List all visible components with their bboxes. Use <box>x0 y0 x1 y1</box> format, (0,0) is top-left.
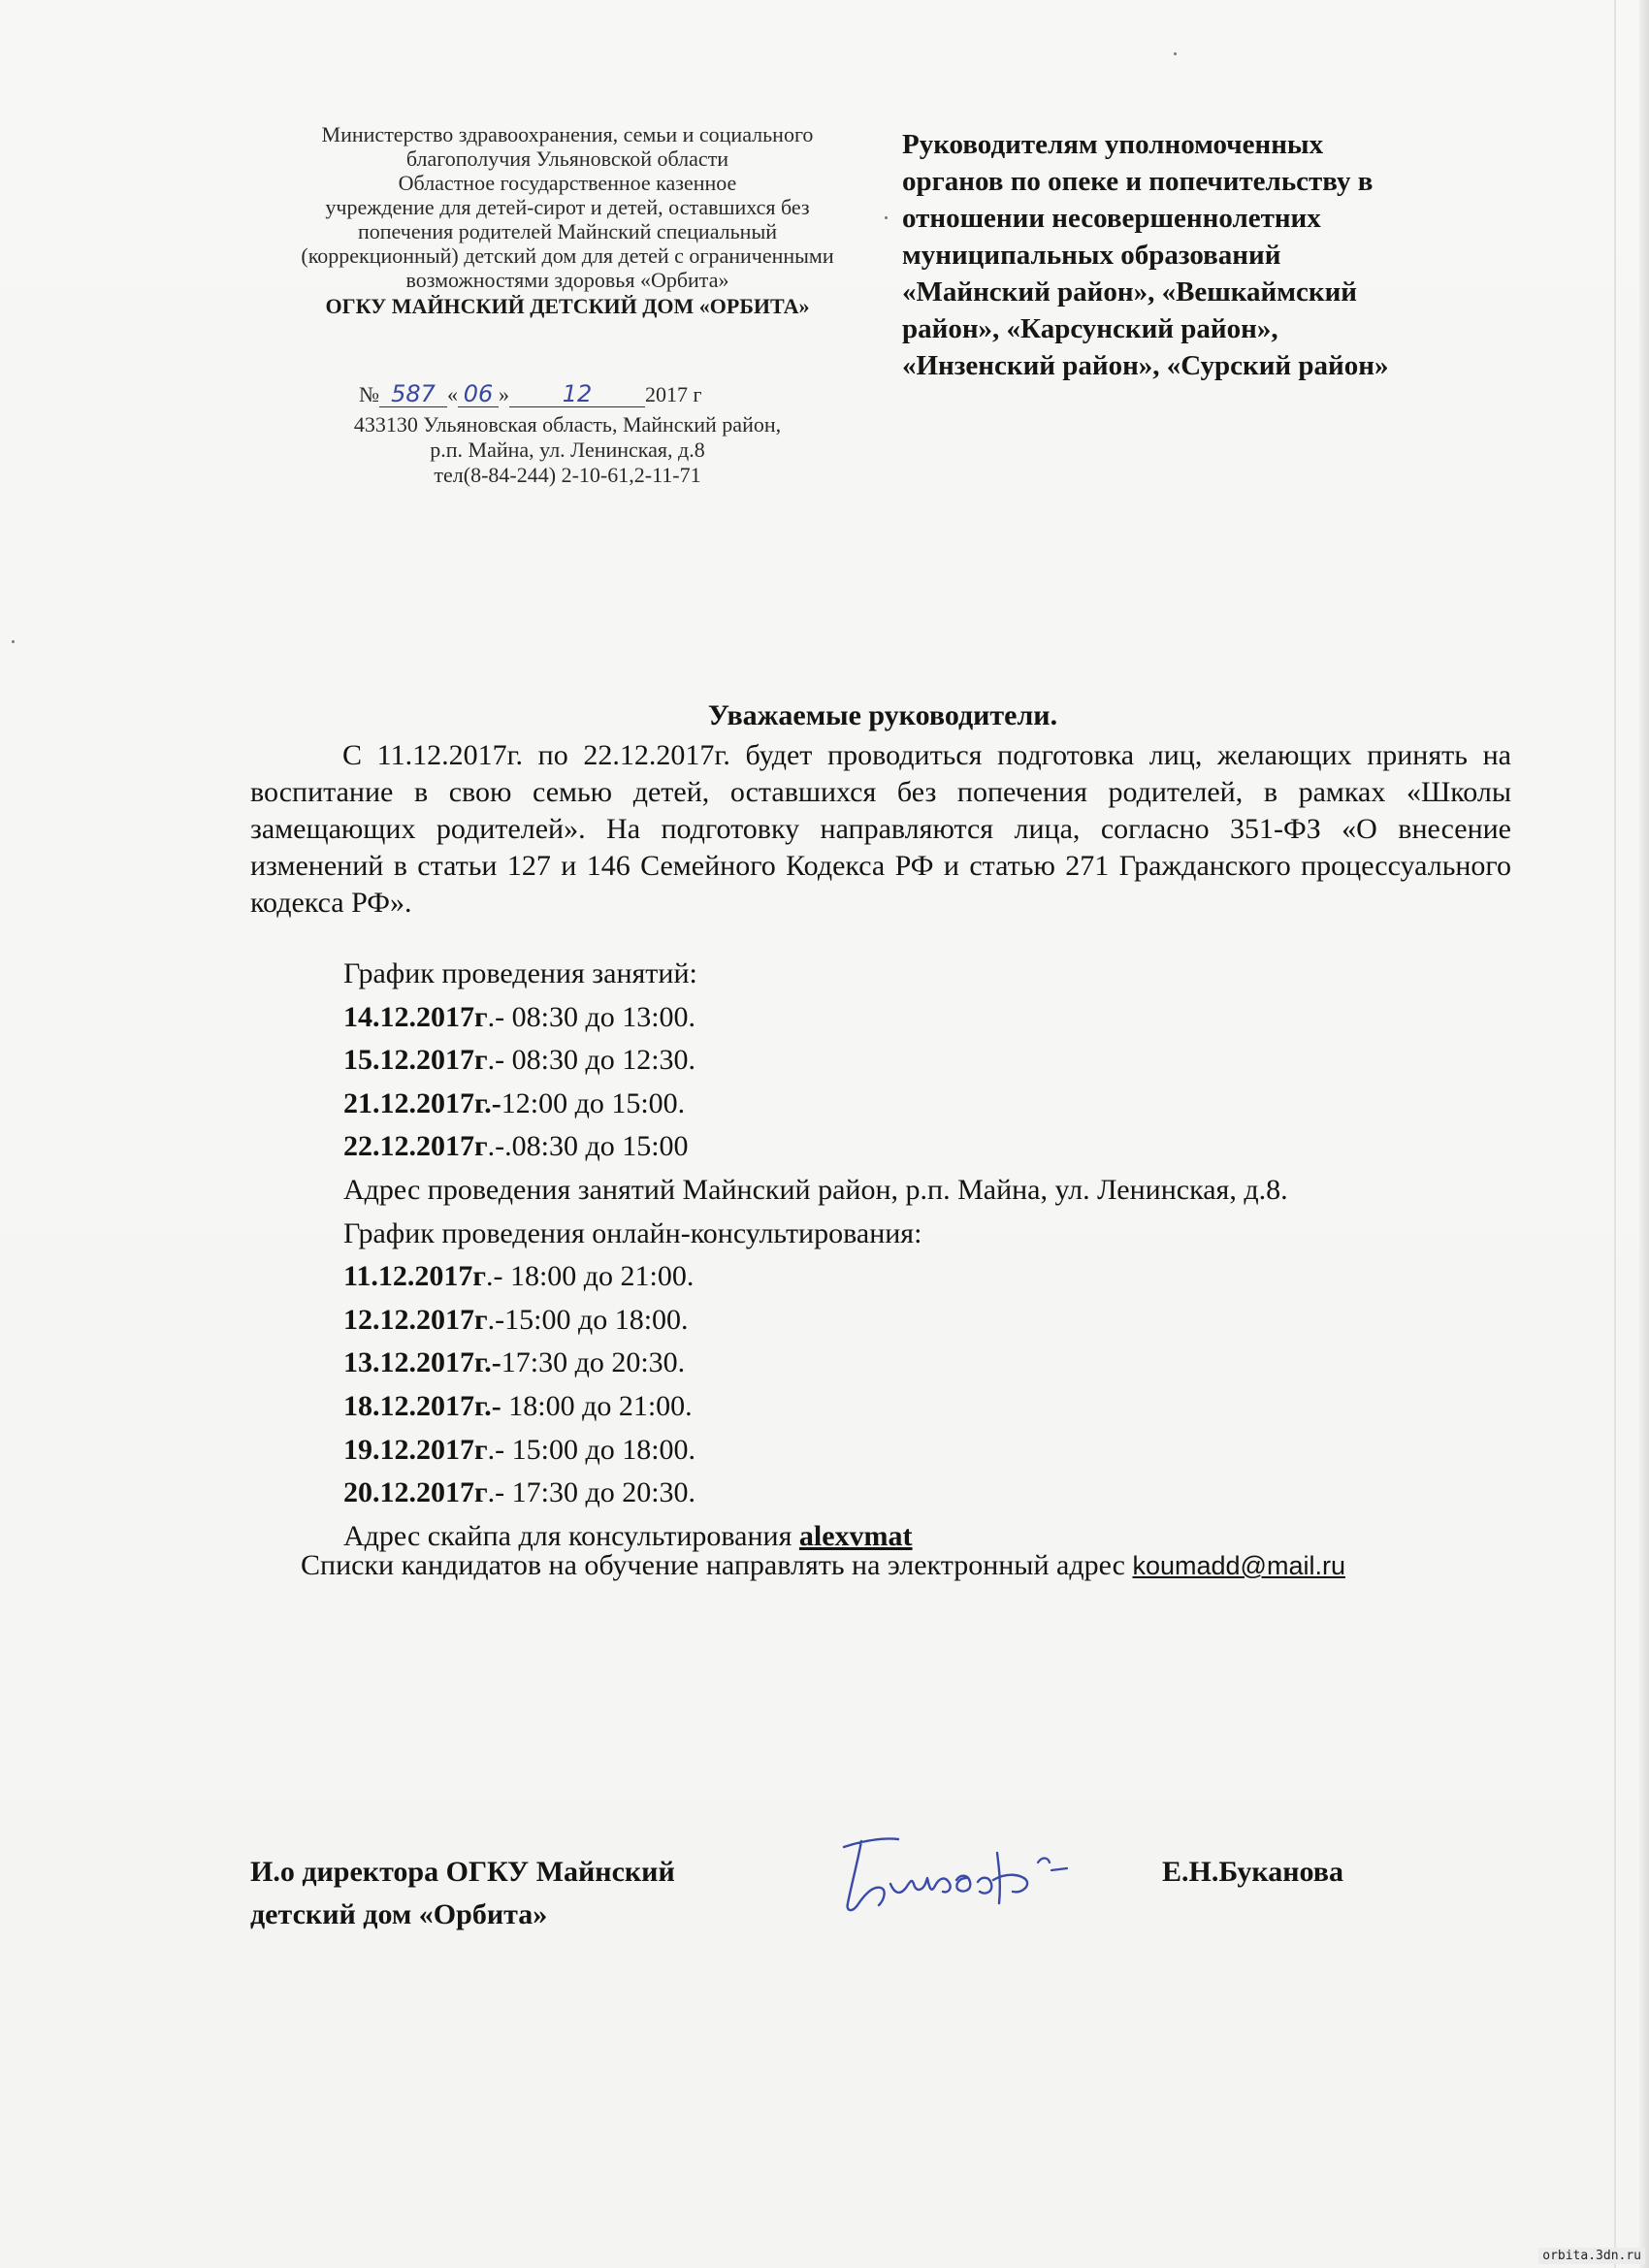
org-line: благополучия Ульяновской области <box>405 146 729 171</box>
online-session-row <box>343 1472 1556 1515</box>
session-time: .-15:00 до 18:00. <box>487 1303 689 1336</box>
recipient-line: органов по опеке и попечительству в <box>902 166 1374 197</box>
submission-instructions <box>301 1546 1562 1585</box>
skype-handle: alexvmat <box>798 1519 913 1552</box>
session-time: .-.08:30 до 15:00 <box>487 1130 689 1163</box>
session-date: 11.12.2017г <box>343 1260 486 1293</box>
org-line: попечения родителей Майнский специальный <box>357 219 777 243</box>
recipient-line: «Майнский район», «Вешкаймский <box>902 276 1358 308</box>
number-label: № <box>359 382 379 406</box>
address-line: 433130 Ульяновская область, Майнский район, <box>353 412 782 437</box>
org-line: учреждение для детей-сирот и детей, оставшихся без <box>325 195 810 219</box>
scan-edge-shadow <box>1639 0 1649 2268</box>
recipient-line: «Инзенский район», «Сурский район» <box>902 350 1389 381</box>
session-date: 15.12.2017г <box>343 1044 488 1077</box>
session-time: .- 17:30 до 20:30. <box>487 1476 696 1509</box>
class-session-row <box>343 1083 1556 1126</box>
quote-open: « <box>447 382 458 406</box>
org-line: возможностями здоровья «Орбита» <box>405 268 729 292</box>
registration-year: 2017 г <box>645 382 702 406</box>
scan-speck <box>1174 52 1177 55</box>
online-session-row <box>343 1342 1556 1385</box>
email-link[interactable]: koumadd@mail.ru <box>1132 1551 1345 1580</box>
handwritten-signature <box>823 1824 1114 1930</box>
signatory-name: Е.Н.Буканова <box>1162 1856 1344 1888</box>
main-paragraph-block <box>250 737 1511 922</box>
session-time: 12:00 до 15:00. <box>501 1086 686 1119</box>
online-session-row <box>343 1385 1556 1429</box>
registration-number-line <box>359 382 815 407</box>
online-session-row <box>343 1255 1556 1299</box>
class-session-row <box>343 996 1556 1040</box>
session-date: 12.12.2017г <box>343 1303 488 1336</box>
classes-heading: График проведения занятий: <box>343 957 697 989</box>
session-time: 18:00 до 21:00. <box>501 1389 693 1422</box>
online-session-row <box>343 1299 1556 1343</box>
session-date: 18.12.2017г.- <box>343 1389 501 1422</box>
session-time: .- 08:30 до 13:00. <box>487 1000 696 1033</box>
org-line: (коррекционный) детский дом для детей с ограниченными <box>301 243 834 268</box>
class-session-row <box>343 1039 1556 1083</box>
scan-speck <box>12 640 15 643</box>
session-time: .- 18:00 до 21:00. <box>485 1260 695 1293</box>
session-date: 13.12.2017г.- <box>343 1346 501 1379</box>
schedule-block <box>343 953 1556 1558</box>
signatory-title-line: И.о директора ОГКУ Майнский <box>250 1856 675 1888</box>
classes-address: Адрес проведения занятий Майнский район, р.п. Майна, ул. Ленинская, д.8. <box>343 1173 1288 1206</box>
address-line: р.п. Майна, ул. Ленинская, д.8 <box>430 437 705 462</box>
recipient-line: муниципальных образований <box>902 240 1281 271</box>
signatory-title <box>250 1851 793 1936</box>
session-time: .- 15:00 до 18:00. <box>487 1433 696 1466</box>
scan-edge-line <box>1614 0 1616 2268</box>
site-watermark: orbita.3dn.ru <box>1538 2248 1645 2264</box>
skype-label: Адрес скайпа для консультирования <box>343 1519 799 1552</box>
recipient-block <box>902 126 1504 384</box>
session-time: 17:30 до 20:30. <box>501 1346 686 1379</box>
recipient-line: район», «Карсунский район», <box>902 313 1278 344</box>
org-short-name: ОГКУ МАЙНСКИЙ ДЕТСКИЙ ДОМ «ОРБИТА» <box>325 294 810 318</box>
main-paragraph: С 11.12.2017г. по 22.12.2017г. будет проводиться подготовка лиц, желающих принять на воспитание в свою семью детей, оставшихся без попечения родителей, в рамках «Школы замещающих родителей». На подготовку направляются лица, согласно 351-ФЗ «О внесение изменений в статьи 127 и 146 Семейного Кодекса РФ и статью 271 Гражданского процессуального кодекса РФ». <box>250 739 1511 919</box>
online-heading: График проведения онлайн-консультирования: <box>343 1216 922 1249</box>
outgoing-number: 587 <box>379 383 447 407</box>
session-date: 14.12.2017г <box>343 1000 488 1033</box>
quote-close: » <box>499 382 509 406</box>
org-line: Областное государственное казенное <box>398 171 737 195</box>
org-line: Министерство здравоохранения, семьи и социального <box>321 122 814 146</box>
online-session-row <box>343 1429 1556 1473</box>
registration-month: 12 <box>509 383 645 407</box>
session-date: 19.12.2017г <box>343 1433 488 1466</box>
registration-day: 06 <box>458 383 499 407</box>
session-date: 22.12.2017г <box>343 1130 488 1163</box>
organization-address <box>247 412 888 488</box>
greeting: Уважаемые руководители. <box>707 699 1058 731</box>
organization-header <box>247 122 888 318</box>
lists-text: Списки кандидатов на обучение направлять на электронный адрес <box>301 1549 1133 1581</box>
signatory-title-line: детский дом «Орбита» <box>250 1898 548 1930</box>
session-date: 21.12.2017г.- <box>343 1086 501 1119</box>
recipient-line: отношении несовершеннолетних <box>902 203 1321 234</box>
recipient-line: Руководителям уполномоченных <box>902 129 1324 160</box>
class-session-row <box>343 1125 1556 1169</box>
session-date: 20.12.2017г <box>343 1476 488 1509</box>
session-time: .- 08:30 до 12:30. <box>487 1044 696 1077</box>
phone-line: тел(8-84-244) 2-10-61,2-11-71 <box>434 463 701 487</box>
